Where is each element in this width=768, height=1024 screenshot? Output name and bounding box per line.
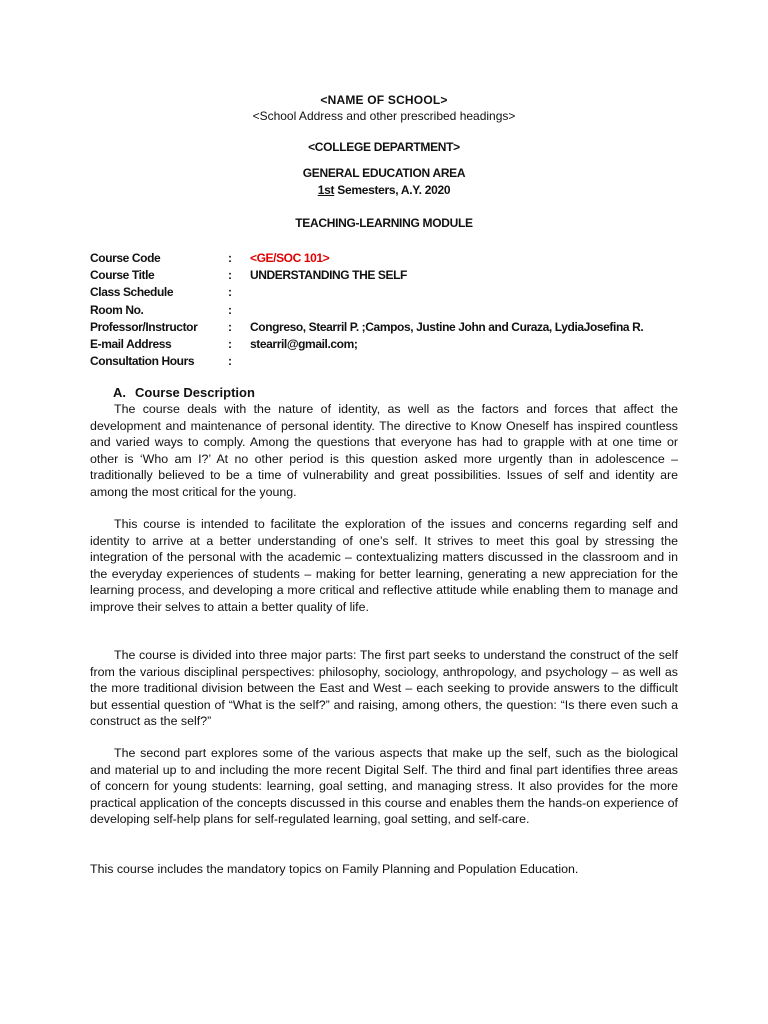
module-title: TEACHING-LEARNING MODULE bbox=[295, 216, 473, 230]
section-heading-course-description bbox=[113, 385, 255, 400]
info-row-course-code bbox=[90, 250, 690, 267]
info-label: E-mail Address bbox=[90, 336, 172, 351]
school-name: <NAME OF SCHOOL> bbox=[320, 93, 448, 107]
school-address: <School Address and other prescribed headings> bbox=[252, 109, 516, 123]
info-colon: : bbox=[228, 319, 232, 334]
description-paragraph-4: The second part explores some of the various aspects that make up the self, such as the biological and material up to and including the more recent Digital Self. The third and final part identifies three areas of concern for young students: learning, goal setting, and managing stress. It also provides for the more practical application of the concepts discussed in this course and enables them the hands-on experience of developing self-help plans for self-regulated learning, goal setting, and self-care. bbox=[90, 746, 678, 827]
info-label: Course Title bbox=[90, 268, 155, 283]
education-area: GENERAL EDUCATION AREA bbox=[302, 166, 466, 180]
semester-text: Semesters, A.Y. 2020 bbox=[334, 183, 451, 197]
semester-ordinal: 1st bbox=[317, 183, 335, 197]
info-row-professor bbox=[90, 319, 690, 336]
course-title-value: UNDERSTANDING THE SELF bbox=[250, 268, 407, 283]
info-label: Professor/Instructor bbox=[90, 319, 198, 334]
info-colon: : bbox=[228, 336, 232, 351]
info-label: Class Schedule bbox=[90, 285, 174, 300]
info-label: Consultation Hours bbox=[90, 354, 195, 369]
info-colon: : bbox=[228, 302, 232, 317]
section-title: Course Description bbox=[135, 385, 255, 400]
info-row-consultation-hours bbox=[90, 353, 690, 370]
description-paragraph-1: The course deals with the nature of identity, as well as the factors and forces that affect the development and maintenance of personal identity. The directive to Know Oneself has inspired countless and varied ways to comply. Among the questions that everyone has had to grapple with at one time or other is ‘Who am I?’ At no other period is this question asked more urgently than in adolescence – traditionally believed to be a time of vulnerability and great possibilities. Issues of self and identity are among the most critical for the young. bbox=[90, 402, 678, 499]
info-colon: : bbox=[228, 268, 232, 283]
info-label: Course Code bbox=[90, 251, 161, 265]
course-info-table bbox=[90, 250, 690, 370]
professor-value: Congreso, Stearril P. ;Campos, Justine John and Curaza, LydiaJosefina R. bbox=[250, 319, 644, 334]
semester-line bbox=[0, 183, 768, 197]
description-paragraph-5: This course includes the mandatory topics on Family Planning and Population Education. bbox=[90, 862, 579, 876]
college-department: <COLLEGE DEPARTMENT> bbox=[308, 140, 460, 154]
info-row-course-title bbox=[90, 267, 690, 284]
description-paragraph-2: This course is intended to facilitate the exploration of the issues and concerns regarding self and identity to arrive at a better understanding of one’s self. It strives to meet this goal by stressing the integration of the personal with the academic – contextualizing matters discussed in the classroom and in the everyday experiences of students – making for better learning, generating a new appreciation for the learning process, and developing a more critical and reflective attitude while enabling them to manage and improve their selves to attain a better quality of life. bbox=[90, 517, 678, 614]
info-row-email bbox=[90, 336, 690, 353]
info-row-room-no bbox=[90, 302, 690, 319]
email-value: stearril@gmail.com; bbox=[250, 336, 358, 351]
section-letter: A. bbox=[113, 385, 126, 400]
info-colon: : bbox=[228, 354, 232, 369]
info-label: Room No. bbox=[90, 302, 144, 317]
info-colon: : bbox=[228, 251, 232, 265]
course-code-value: <GE/SOC 101> bbox=[250, 251, 330, 265]
description-paragraph-3: The course is divided into three major parts: The first part seeks to understand the construct of the self from the various disciplinal perspectives: philosophy, sociology, anthropology, and psychology – as well as the more traditional division between the East and West – each seeking to provide answers to the difficult but essential question of “What is the self?” and raising, among others, the question: “Is there even such a construct as the self?” bbox=[90, 648, 678, 729]
info-colon: : bbox=[228, 285, 232, 300]
info-row-class-schedule bbox=[90, 284, 690, 301]
